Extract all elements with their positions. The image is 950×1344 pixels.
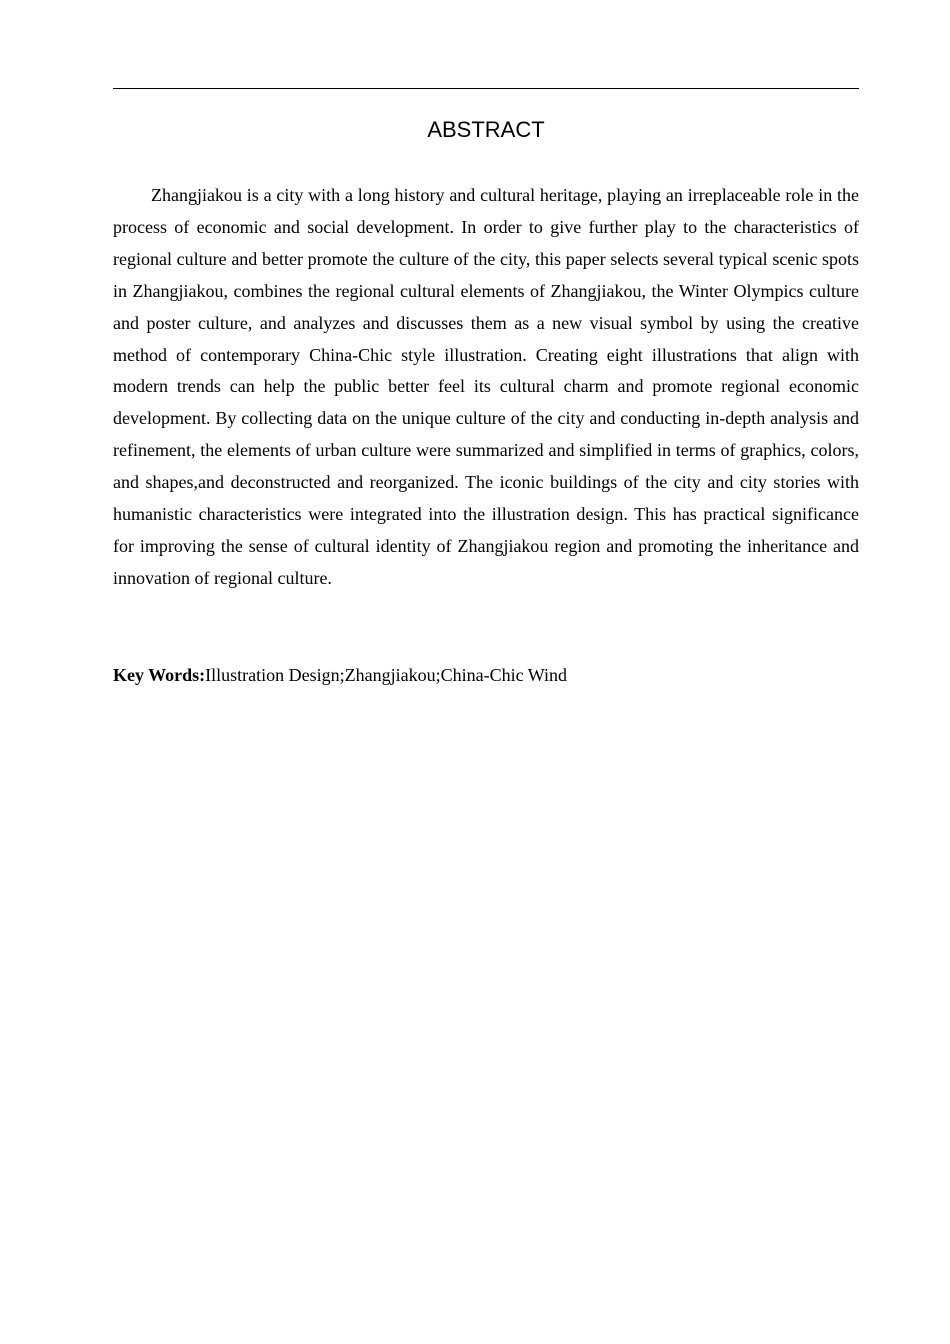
keywords-label: Key Words: <box>113 665 206 685</box>
abstract-body-paragraph: Zhangjiakou is a city with a long history and cultural heritage, playing an irreplaceable role in the process of economic and social development. In order to give further play to the characteristics of regional culture and better promote the culture of the city, this paper selects several typical scenic spots in Zhangjiakou, combines the regional cultural elements of Zhangjiakou, the Winter Olympics culture and poster culture, and analyzes and discusses them as a new visual symbol by using the creative method of contemporary China-Chic style illustration. Creating eight illustrations that align with modern trends can help the public better feel its cultural charm and promote regional economic development. By collecting data on the unique culture of the city and conducting in-depth analysis and refinement, the elements of urban culture were summarized and simplified in terms of graphics, colors, and shapes,and deconstructed and reorganized. The iconic buildings of the city and city stories with humanistic characteristics were integrated into the illustration design. This has practical significance for improving the sense of cultural identity of Zhangjiakou region and promoting the inheritance and innovation of regional culture. <box>113 185 859 588</box>
header-rule <box>113 88 859 89</box>
keywords-value: Illustration Design;Zhangjiakou;China-Chic Wind <box>205 665 568 685</box>
abstract-heading: ABSTRACT <box>427 117 545 142</box>
keywords-line <box>113 659 859 691</box>
